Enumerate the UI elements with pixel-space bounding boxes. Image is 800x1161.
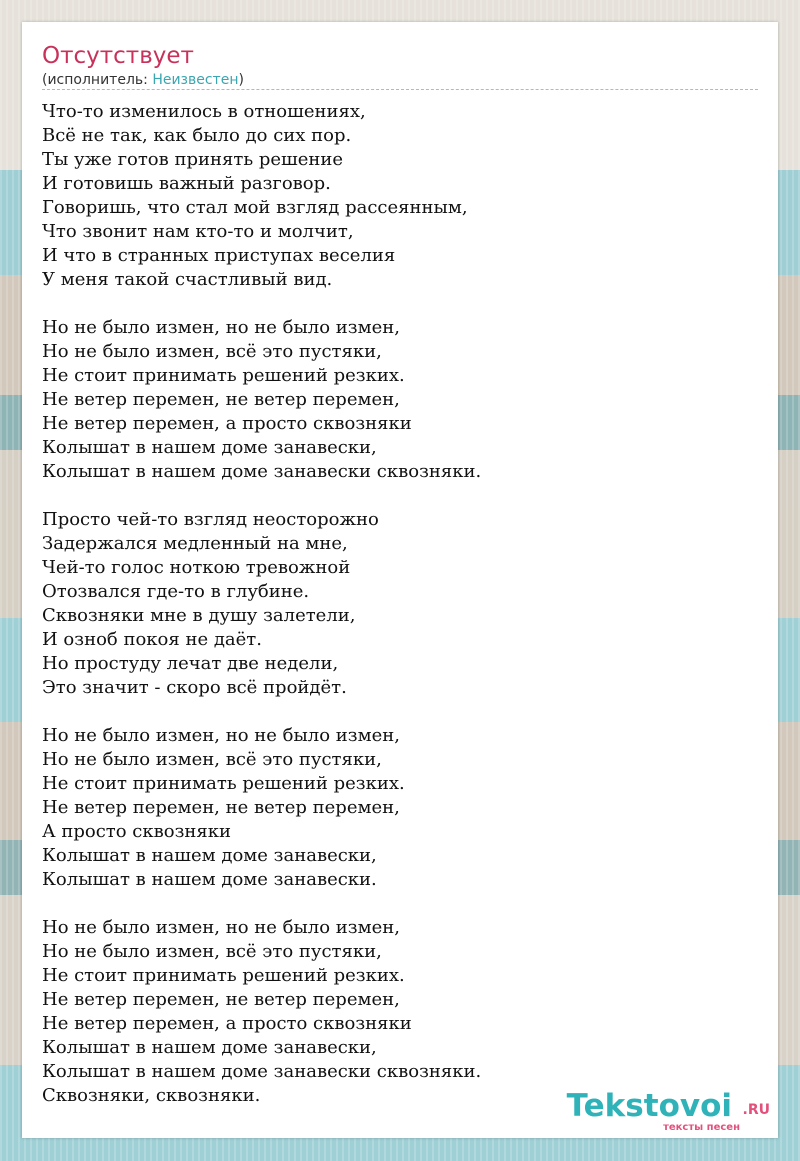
lyrics-line: Это значит - скоро всё пройдёт. — [42, 677, 347, 698]
lyrics-line: И готовишь важный разговор. — [42, 173, 331, 194]
lyrics-line: И что в странных приступах веселия — [42, 245, 396, 266]
lyrics-line: Но не было измен, но не было измен, — [42, 725, 400, 746]
lyrics-line: Всё не так, как было до сих пор. — [42, 125, 352, 146]
lyrics-line: Задержался медленный на мне, — [42, 533, 348, 554]
lyrics-line: Но не было измен, всё это пустяки, — [42, 341, 382, 362]
site-logo[interactable] — [560, 1088, 770, 1138]
lyrics-stanza — [42, 100, 758, 292]
lyrics-line: Ты уже готов принять решение — [42, 149, 344, 170]
lyrics-stanza — [42, 508, 758, 700]
lyrics-line: Колышат в нашем доме занавески, — [42, 437, 377, 458]
lyrics-line: У меня такой счастливый вид. — [42, 269, 333, 290]
lyrics-line: Колышат в нашем доме занавески. — [42, 869, 377, 890]
lyrics-line: Колышат в нашем доме занавески, — [42, 1037, 377, 1058]
lyrics-line: Но простуду лечат две недели, — [42, 653, 339, 674]
logo-wordmark: Tekstovoi — [566, 1088, 732, 1124]
lyrics-line: Колышат в нашем доме занавески сквозняки. — [42, 1061, 482, 1082]
artist-prefix: (исполнитель: — [42, 72, 153, 88]
lyrics-line: Что звонит нам кто-то и молчит, — [42, 221, 354, 242]
artist-suffix: ) — [238, 72, 244, 88]
title-divider — [42, 89, 758, 90]
lyrics-stanza — [42, 916, 758, 1108]
lyrics-line: Но не было измен, всё это пустяки, — [42, 749, 382, 770]
lyrics-line: Не ветер перемен, а просто сквозняки — [42, 1013, 412, 1034]
logo-tagline: тексты песен — [663, 1122, 740, 1133]
lyrics-line: Не стоит принимать решений резких. — [42, 773, 405, 794]
lyrics-line: Что-то изменилось в отношениях, — [42, 101, 366, 122]
lyrics-line: И озноб покоя не даёт. — [42, 629, 262, 650]
lyrics-line: Не ветер перемен, а просто сквозняки — [42, 413, 412, 434]
lyrics-line: Колышат в нашем доме занавески сквозняки. — [42, 461, 482, 482]
lyrics-line: Но не было измен, но не было измен, — [42, 317, 400, 338]
lyrics-line: Просто чей-то взгляд неосторожно — [42, 509, 379, 530]
lyrics-line: А просто сквозняки — [42, 821, 232, 842]
lyrics-line: Но не было измен, но не было измен, — [42, 917, 400, 938]
lyrics-line: Не ветер перемен, не ветер перемен, — [42, 797, 400, 818]
artist-line — [42, 71, 244, 89]
lyrics-line: Колышат в нашем доме занавески, — [42, 845, 377, 866]
lyrics-stanza — [42, 316, 758, 484]
logo-tld: .RU — [742, 1102, 770, 1118]
song-title: Отсутствует — [42, 43, 194, 69]
lyrics-line: Не стоит принимать решений резких. — [42, 965, 405, 986]
lyrics-line: Не стоит принимать решений резких. — [42, 365, 405, 386]
lyrics-line: Но не было измен, всё это пустяки, — [42, 941, 382, 962]
lyrics-line: Говоришь, что стал мой взгляд рассеянным, — [42, 197, 468, 218]
lyrics-stanza — [42, 724, 758, 892]
lyrics-line: Не ветер перемен, не ветер перемен, — [42, 389, 400, 410]
lyrics-line: Чей-то голос ноткою тревожной — [42, 557, 351, 578]
lyrics-line: Сквозняки, сквозняки. — [42, 1085, 261, 1106]
lyrics-line: Сквозняки мне в душу залетели, — [42, 605, 356, 626]
lyrics-card — [22, 22, 778, 1138]
lyrics-body — [42, 100, 758, 1108]
artist-link[interactable]: Неизвестен — [152, 72, 239, 88]
lyrics-line: Отозвался где-то в глубине. — [42, 581, 310, 602]
lyrics-line: Не ветер перемен, не ветер перемен, — [42, 989, 400, 1010]
